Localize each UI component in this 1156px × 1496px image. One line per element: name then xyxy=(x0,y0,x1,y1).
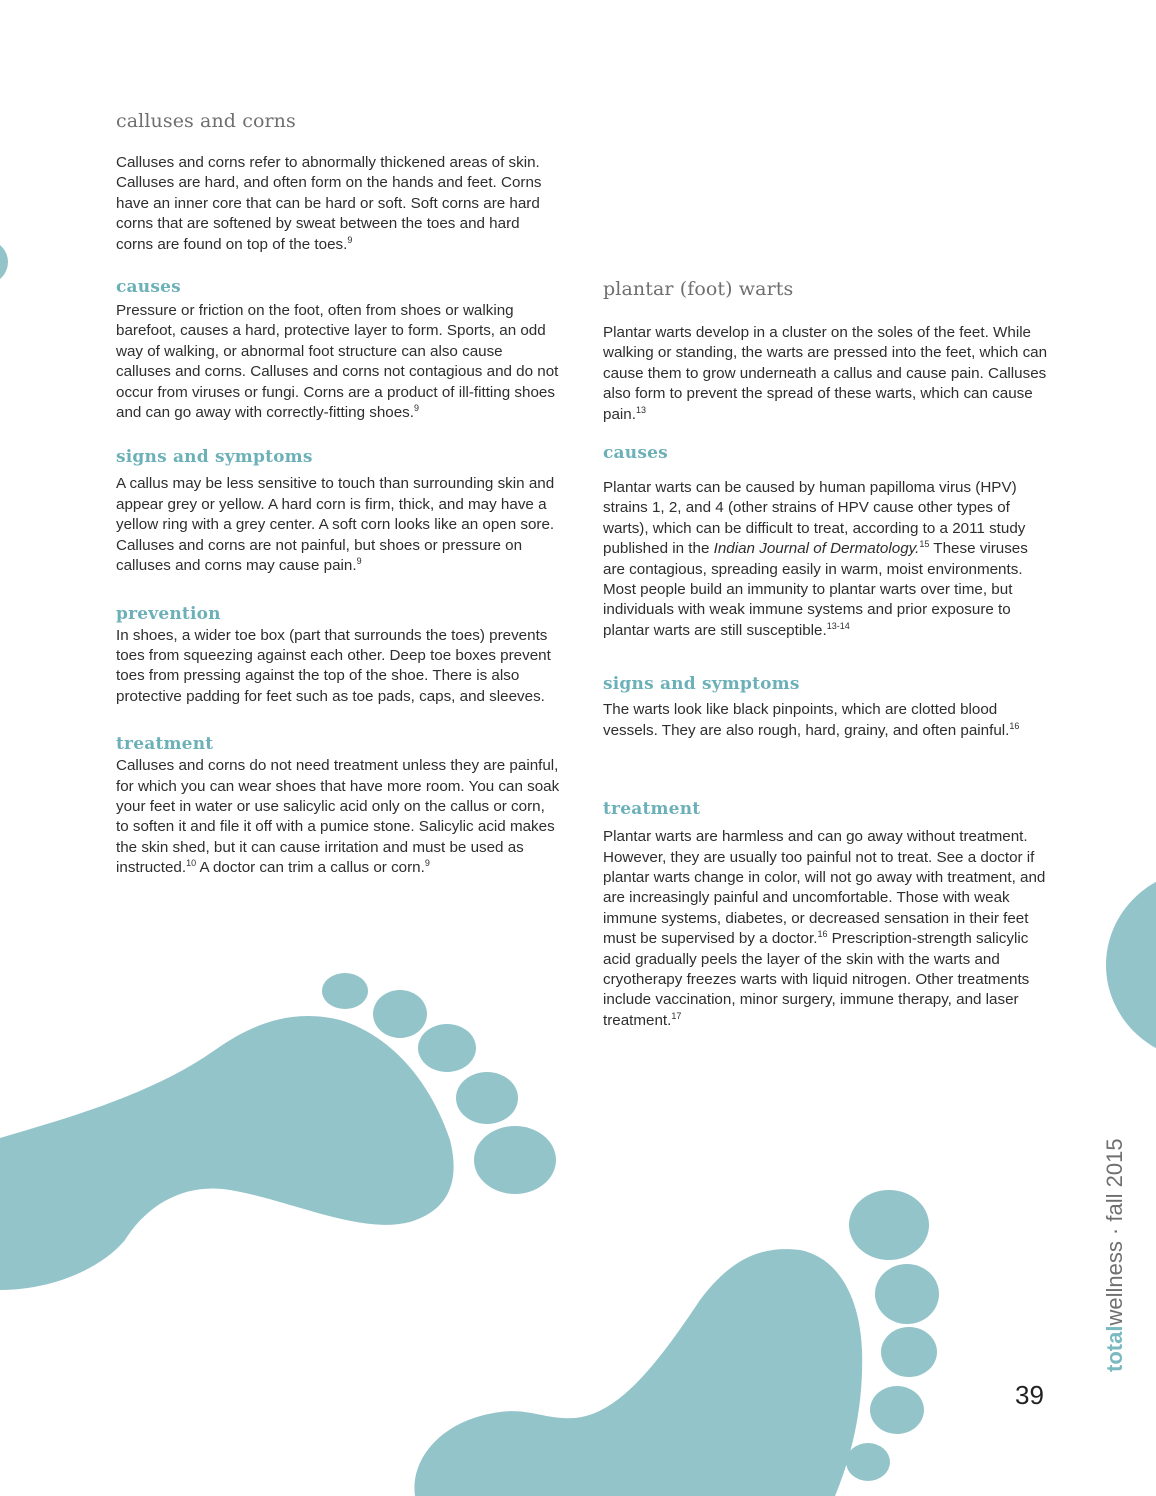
footprint-left-sole xyxy=(0,1016,454,1290)
warts-signs-text: The warts look like black pinpoints, which are clotted blood vessels. They are also rough, hard, grainy, and often painful.$^{16}$ xyxy=(603,701,1020,739)
calluses-treatment-heading: treatment xyxy=(116,734,214,755)
calluses-prevention-heading: prevention xyxy=(116,603,221,624)
calluses-signs-heading: signs and symptoms xyxy=(116,447,313,468)
right-column xyxy=(603,278,1048,1031)
footprint-left-toe-2 xyxy=(373,990,427,1038)
footprint-right-sole xyxy=(414,1249,862,1496)
footprint-right-toe-1 xyxy=(849,1190,929,1260)
warts-intro: Plantar warts develop in a cluster on the soles of the feet. While walking or standing, the warts are pressed into the feet, which can cause them to grow underneath a callus and cause pain. Calluses also form to prevent the spread of these warts, which can cause pain.$^{13}$ xyxy=(603,324,1048,423)
footprint-left-toe-1 xyxy=(322,973,368,1009)
footprint-right-toe-4 xyxy=(870,1386,924,1434)
footprint-left-toe-4 xyxy=(456,1072,518,1124)
calluses-intro: Calluses and corns refer to abnormally thickened areas of skin. Calluses are hard, and often form on the hands and feet. Corns have an inner core that can be hard or soft. Soft corns are hard corns that are softened by sweat between the toes and hard corns are found on top of the toes.$^9$ xyxy=(116,154,542,253)
section-title-calluses-corns: calluses and corns xyxy=(116,110,296,132)
masthead-brand: total xyxy=(1102,1325,1127,1372)
footprint-right-toe-2 xyxy=(875,1264,939,1324)
masthead-issue: wellness · fall 2015 xyxy=(1102,1138,1127,1326)
warts-causes-text: Plantar warts can be caused by human papilloma virus (HPV) strains 1, 2, and 4 (other strains of HPV cause other types of warts), which can be difficult to treat, according to a 2011 study published in the Indian Journal of Dermatology.$^{15}$ These viruses are contagious, spreading easily in warm, moist environments. Most people build an immunity to plantar warts over time, but individuals with weak immune systems and prior exposure to plantar warts are still susceptible.$^{13-14}$ xyxy=(603,479,1028,639)
calluses-prevention-text: In shoes, a wider toe box (part that surrounds the toes) prevents toes from squeezing against each other. Deep toe boxes prevent toes from pressing against the top of the shoe. There is also protective padding for feet such as toe pads, caps, and sleeves. xyxy=(116,626,551,705)
masthead xyxy=(1102,1138,1128,1372)
calluses-causes-text: Pressure or friction on the foot, often from shoes or walking barefoot, causes a hard, protective layer to form. Sports, an odd way of walking, or abnormal foot structure can also cause calluses and corns. Calluses and corns not contagious and do not occur from viruses or fungi. Corns are a product of ill-fitting shoes and can go away with correctly-fitting shoes.$^9$ xyxy=(116,302,559,422)
left-column xyxy=(116,110,560,879)
warts-treatment-text: Plantar warts are harmless and can go away without treatment. However, they are usually too painful not to treat. See a doctor if plantar warts change in color, will not go away with treatment, and are increasingly painful and uncomfortable. Those with weak immune systems, diabetes, or decreased sensation in their feet must be supervised by a doctor.$^{16}$ Prescription-strength salicylic acid gradually peels the layer of the skin with the warts and cryotherapy freezes warts with liquid nitrogen. Other treatments include vaccination, minor surgery, immune therapy, and laser treatment.$^{17}$ xyxy=(603,828,1046,1029)
edge-circle-left xyxy=(0,240,8,284)
warts-causes-heading: causes xyxy=(603,443,668,464)
section-title-plantar-warts: plantar (foot) warts xyxy=(603,278,794,300)
warts-signs-heading: signs and symptoms xyxy=(603,674,800,695)
warts-treatment-heading: treatment xyxy=(603,799,701,820)
calluses-signs-text: A callus may be less sensitive to touch than surrounding skin and appear grey or yellow. A hard corn is firm, thick, and may have a yellow ring with a grey center. A soft corn looks like an open sore. Calluses and corns are not painful, but shoes or pressure on calluses and corns may cause pain.$^9$ xyxy=(116,475,555,575)
calluses-treatment-text: Calluses and corns do not need treatment unless they are painful, for which you can wear shoes that have more room. You can soak your feet in water or use salicylic acid only on the callus or corn, to soften it and file it off with a pumice stone. Salicylic acid makes the skin shed, but it can cause irritation and must be used as instructed.$^{10}$ A doctor can trim a callus or corn.$^9$ xyxy=(116,757,560,877)
page-number: 39 xyxy=(1015,1380,1044,1410)
calluses-causes-heading: causes xyxy=(116,277,181,298)
footprint-right-toe-3 xyxy=(881,1327,937,1377)
footprint-left-toe-5 xyxy=(474,1126,556,1194)
footprint-right-toe-5 xyxy=(846,1443,890,1481)
edge-blob-right xyxy=(1106,869,1156,1061)
footprint-left-toe-3 xyxy=(418,1024,476,1072)
